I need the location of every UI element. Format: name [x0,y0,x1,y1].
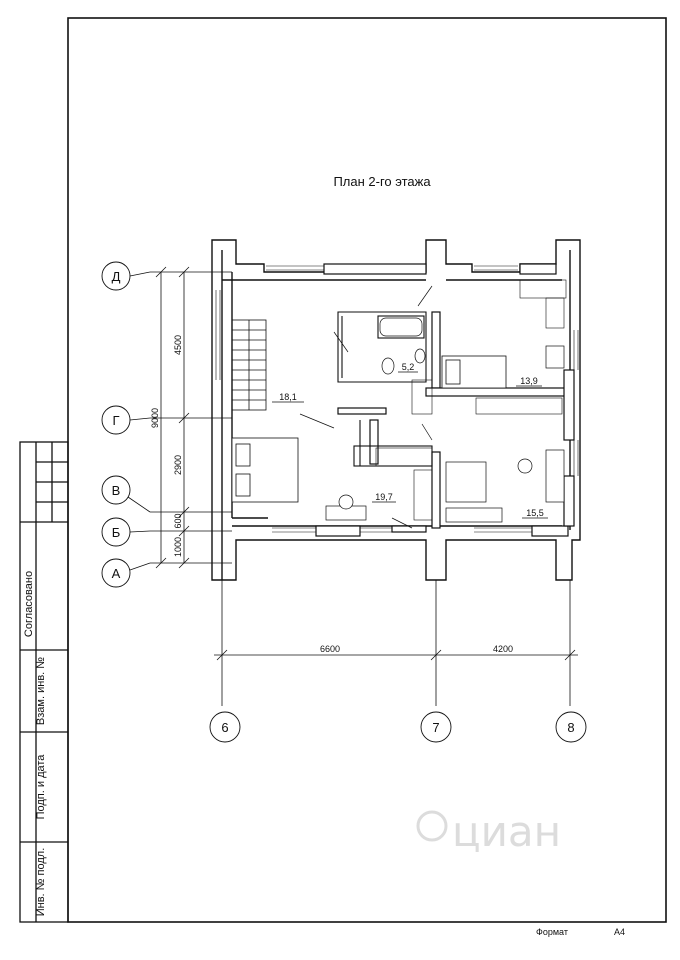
cian-watermark [418,807,561,856]
room-area-18-1: 18,1 [279,392,297,402]
format-label: Формат [536,927,568,937]
room-area-19-7: 19,7 [375,492,393,502]
dim-9000: 9000 [150,407,160,429]
wall-blocks [316,264,574,536]
plan-title: План 2-го этажа [333,174,431,189]
dim-6600: 6600 [319,644,341,654]
bed-master [232,438,298,502]
room-area-5-2: 5,2 [401,362,415,372]
dim-4200: 4200 [492,644,514,654]
horizontal-dimensions [214,580,578,706]
grid-row-G: Г [112,413,120,428]
format-value: А4 [614,927,626,937]
bed-second [442,356,506,388]
grid-col-7: 7 [432,720,440,735]
sheet-frame [68,18,666,922]
dim-4500: 4500 [173,334,183,356]
grid-col-6: 6 [221,720,229,735]
stamp-inv: Инв. № подл. [35,847,47,917]
stamp-soglasovano: Согласовано [23,570,35,638]
room-area-15-5: 15,5 [526,508,544,518]
staircase [232,320,266,410]
grid-row-B: Б [111,525,121,540]
grid-row-bubbles [102,262,150,587]
room-area-13-9: 13,9 [520,376,538,386]
grid-col-8: 8 [567,720,575,735]
grid-row-A: А [111,566,121,581]
grid-row-D: Д [111,269,121,284]
dim-600: 600 [173,513,183,529]
stamp-vzam: Взам. инв. № [35,656,47,726]
grid-row-V: В [111,483,121,498]
grid-col-bubbles [210,712,586,742]
stamp-podp: Подп. и дата [35,754,47,820]
dim-2900: 2900 [173,454,183,476]
dim-1000: 1000 [173,536,183,558]
watermark-text: циан [452,807,562,856]
